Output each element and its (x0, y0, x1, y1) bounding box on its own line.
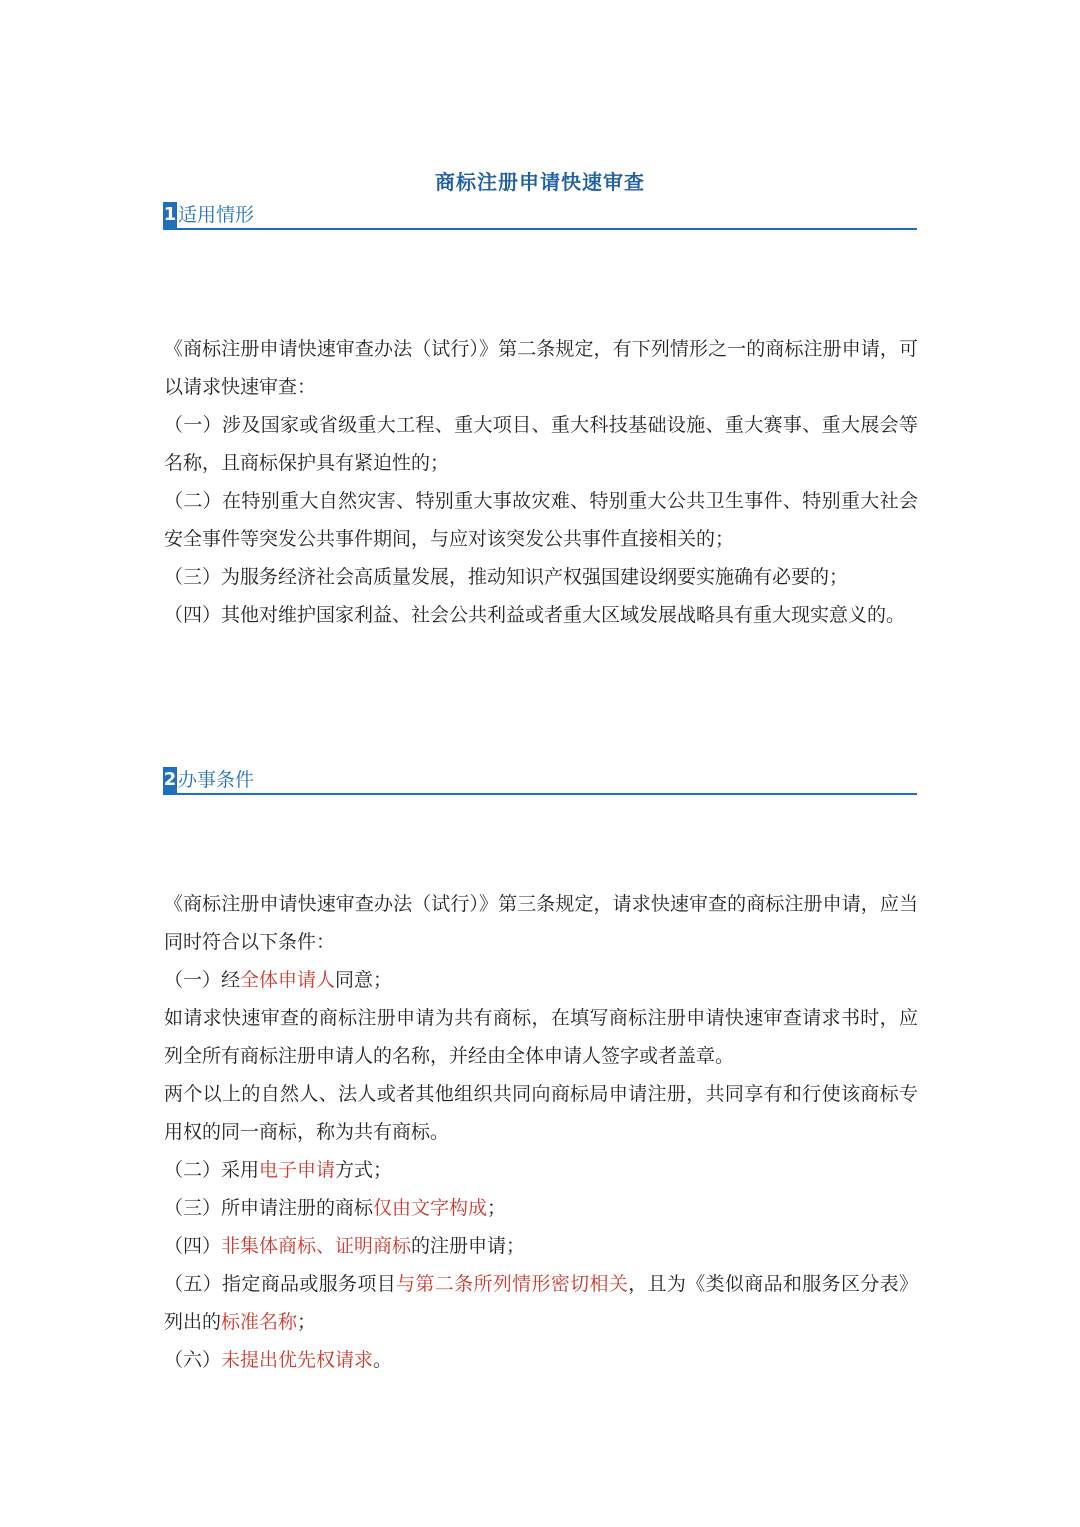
condition-4: （四）非集体商标、证明商标的注册申请； (164, 1235, 526, 1257)
paragraph: 《商标注册申请快速审查办法（试行）》第三条规定，请求快速审查的商标注册申请，应当同时符合以下条件： (164, 893, 918, 953)
section-title-2: 办事条件 (178, 769, 255, 791)
highlight-text: 仅由文字构成 (373, 1197, 488, 1219)
paragraph: （四）其他对维护国家利益、社会公共利益或者重大区域发展战略具有重大现实意义的。 (164, 604, 906, 626)
condition-3: （三）所申请注册的商标仅由文字构成； (164, 1197, 507, 1219)
paragraph: （三）为服务经济社会高质量发展，推动知识产权强国建设纲要实施确有必要的； (164, 566, 849, 588)
paragraph: （一）涉及国家或省级重大工程、重大项目、重大科技基础设施、重大赛事、重大展会等名称，且商标保护具有紧迫性的； (164, 414, 918, 474)
section-header-1 (163, 198, 917, 230)
highlight-text: 电子申请 (259, 1159, 336, 1181)
section-header-2 (163, 763, 917, 795)
condition-1: （一）经全体申请人同意； (164, 969, 393, 991)
highlight-text: 非集体商标、证明商标 (221, 1235, 412, 1257)
paragraph: 两个以上的自然人、法人或者其他组织共同向商标局申请注册，共同享有和行使该商标专用权的同一商标，称为共有商标。 (164, 1083, 918, 1143)
document-title: 商标注册申请快速审查 (435, 170, 645, 194)
paragraph: 如请求快速审查的商标注册申请为共有商标，在填写商标注册申请快速审查请求书时，应列全所有商标注册申请人的名称，并经由全体申请人签字或者盖章。 (164, 1007, 918, 1067)
highlight-text: 全体申请人 (240, 969, 336, 991)
paragraph: 《商标注册申请快速审查办法（试行）》第二条规定，有下列情形之一的商标注册申请，可以请求快速审查： (164, 338, 918, 398)
section-number-2: 2 (163, 767, 177, 793)
section-number-1: 1 (163, 202, 177, 228)
highlight-text: 标准名称 (221, 1311, 298, 1333)
section-2-body (164, 885, 918, 1379)
condition-6: （六）未提出优先权请求。 (164, 1349, 393, 1371)
highlight-text: 未提出优先权请求 (221, 1349, 374, 1371)
highlight-text: 与第二条所列情形密切相关 (396, 1273, 629, 1295)
condition-5: （五）指定商品或服务项目与第二条所列情形密切相关，且为《类似商品和服务区分表》列出的标准名称； (164, 1273, 918, 1333)
section-1-body (164, 330, 918, 634)
section-title-1: 适用情形 (178, 204, 255, 226)
condition-2: （二）采用电子申请方式； (164, 1159, 393, 1181)
paragraph: （二）在特别重大自然灾害、特别重大事故灾难、特别重大公共卫生事件、特别重大社会安全事件等突发公共事件期间，与应对该突发公共事件直接相关的； (164, 490, 918, 550)
